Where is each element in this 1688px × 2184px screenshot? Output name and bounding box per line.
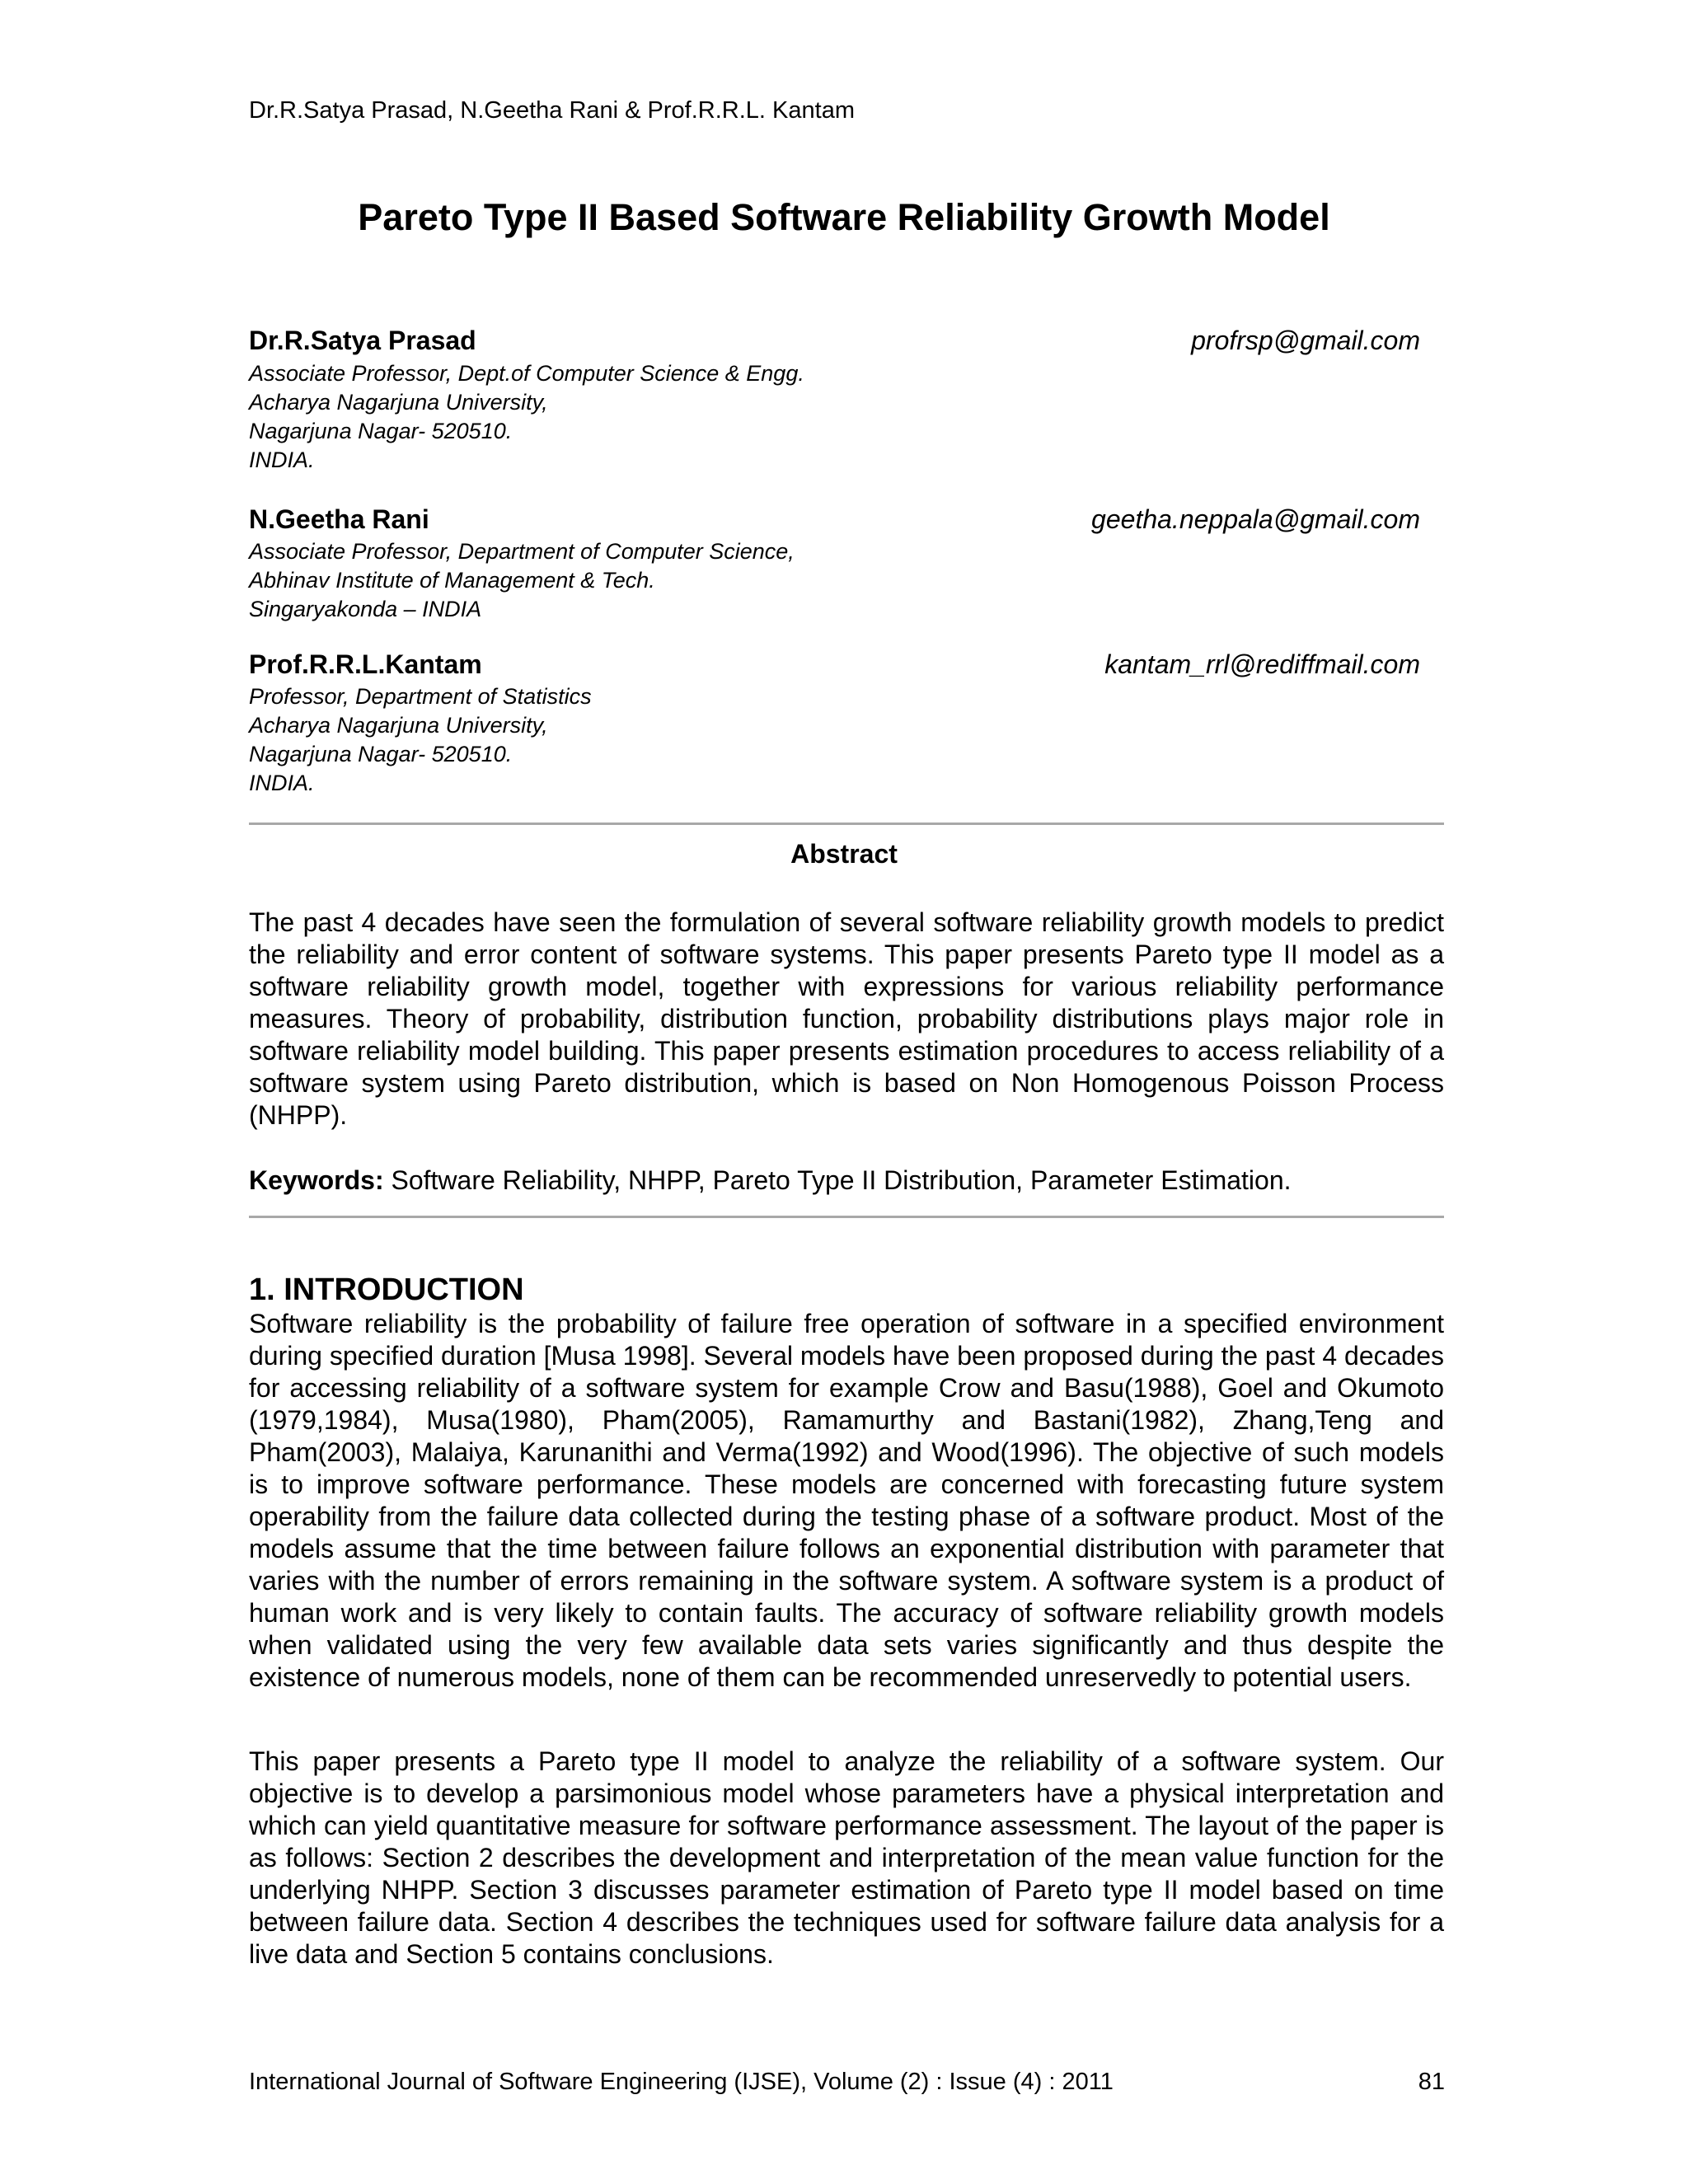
affiliation-line: INDIA.: [249, 771, 315, 795]
affiliation-line: Nagarjuna Nagar- 520510.: [249, 742, 513, 766]
author-email: kantam_rrl@rediffmail.com: [1104, 649, 1420, 679]
author-affiliation: [249, 359, 804, 475]
body-paragraph: Software reliability is the probability of failure free operation of software in a specified environment during specified duration [Musa 1998]. Several models have been proposed during the past 4 decades for accessing reliability of a software system for example Crow and Basu(1988), Goel and Okumoto (1979,1984), Musa(1980), Pham(2005), Ramamurthy and Bastani(1982), Zhang,Teng and Pham(2003), Malaiya, Karunanithi and Verma(1992) and Wood(1996). The objective of such models is to improve software performance. These models are concerned with forecasting future system operability from the failure data collected during the testing phase of a software product. Most of the models assume that the time between failure follows an exponential distribution with parameter that varies with the number of errors remaining in the software system. A software system is a product of human work and is very likely to contain faults. The accuracy of software reliability growth models when validated using the very few available data sets varies significantly and thus despite the existence of numerous models, none of them can be recommended unreservedly to potential users.: [249, 1309, 1444, 1692]
author-name: N.Geetha Rani: [249, 504, 429, 534]
keywords-label: Keywords:: [249, 1165, 384, 1195]
divider: [249, 823, 1444, 825]
abstract-text: The past 4 decades have seen the formulation of several software reliability growth models to predict the reliability and error content of software systems. This paper presents Pareto type II model as a software reliability growth model, together with expressions for various reliability performance measures. Theory of probability, distribution function, probability distributions plays major role in software reliability model building. This paper presents estimation procedures to access reliability of a software system using Pareto distribution, which is based on Non Homogenous Poisson Process (NHPP).: [249, 907, 1444, 1130]
affiliation-line: Acharya Nagarjuna University,: [249, 390, 548, 415]
section-heading: 1. INTRODUCTION: [249, 1272, 524, 1307]
footer-journal: International Journal of Software Engineering (IJSE), Volume (2) : Issue (4) : 2011: [249, 2069, 1114, 2095]
keywords: [249, 1165, 1292, 1196]
affiliation-line: Associate Professor, Department of Computer Science,: [249, 539, 795, 564]
author-email: geetha.neppala@gmail.com: [1091, 504, 1420, 534]
keywords-text: Software Reliability, NHPP, Pareto Type II Distribution, Parameter Estimation.: [391, 1165, 1292, 1195]
affiliation-line: Professor, Department of Statistics: [249, 684, 592, 709]
author-affiliation: [249, 537, 795, 624]
author-affiliation: [249, 682, 592, 798]
affiliation-line: Acharya Nagarjuna University,: [249, 713, 548, 738]
divider: [249, 1216, 1444, 1218]
author-email: profrsp@gmail.com: [1191, 326, 1420, 355]
affiliation-line: Abhinav Institute of Management & Tech.: [249, 568, 655, 593]
author-name: Prof.R.R.L.Kantam: [249, 649, 482, 679]
page-number: 81: [1418, 2069, 1445, 2095]
affiliation-line: Singaryakonda – INDIA: [249, 597, 482, 621]
running-header: Dr.R.Satya Prasad, N.Geetha Rani & Prof.R.R.L. Kantam: [249, 97, 855, 124]
author-name: Dr.R.Satya Prasad: [249, 326, 476, 355]
body-paragraph: This paper presents a Pareto type II model to analyze the reliability of a software system. Our objective is to develop a parsimonious model whose parameters have a physical interpretation and which can yield quantitative measure for software performance assessment. The layout of the paper is as follows: Section 2 describes the development and interpretation of the mean value function for the underlying NHPP. Section 3 discusses parameter estimation of Pareto type II model based on time between failure data. Section 4 describes the techniques used for software failure data analysis for a live data and Section 5 contains conclusions.: [249, 1746, 1444, 1969]
affiliation-line: INDIA.: [249, 448, 315, 472]
affiliation-line: Nagarjuna Nagar- 520510.: [249, 419, 513, 443]
paper-title: Pareto Type II Based Software Reliability Growth Model: [358, 196, 1330, 238]
abstract-heading: Abstract: [790, 839, 898, 869]
affiliation-line: Associate Professor, Dept.of Computer Science & Engg.: [249, 361, 804, 386]
